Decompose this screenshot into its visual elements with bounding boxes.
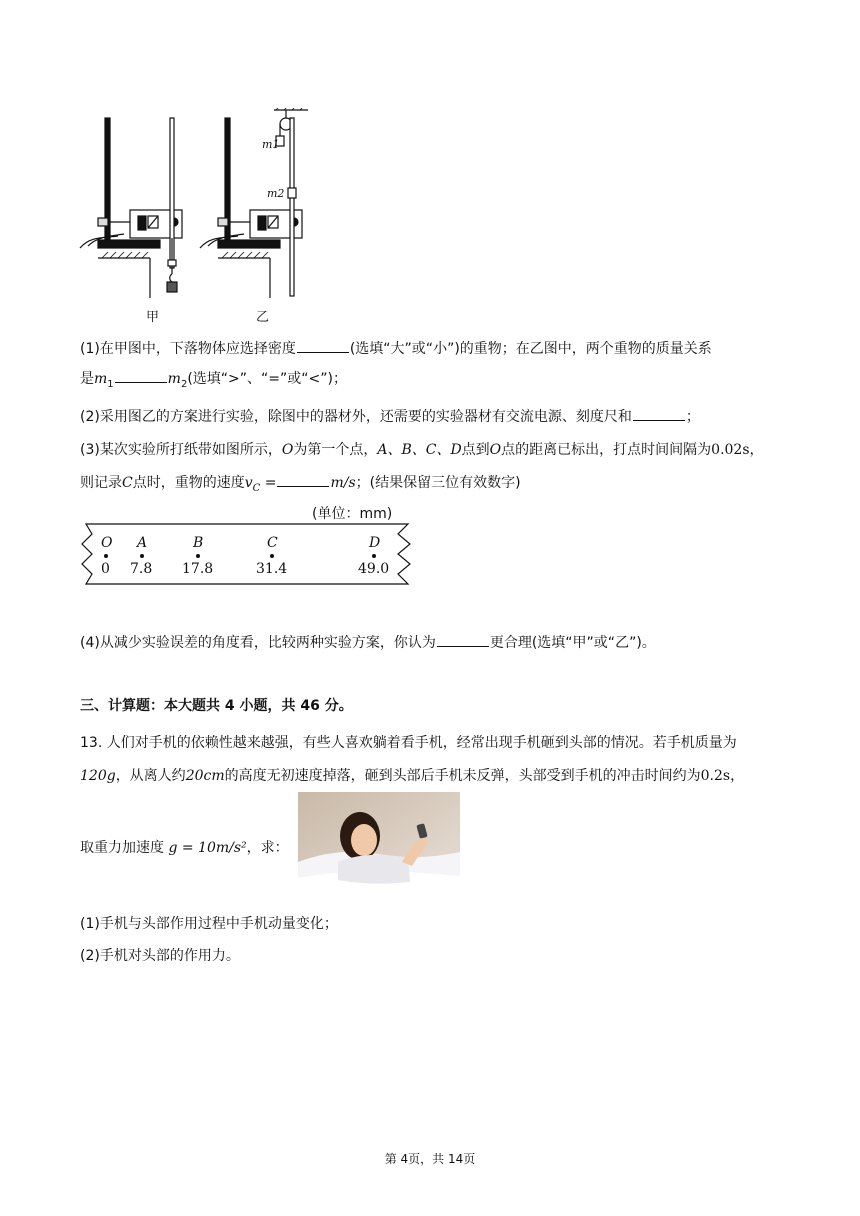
tape-label-C: C: [267, 535, 278, 551]
apparatus-jia: [80, 118, 182, 298]
woman-with-phone-photo: [298, 792, 460, 900]
tape-label-B: B: [193, 535, 204, 551]
tape-dot-A: [140, 554, 144, 558]
tape-label-D: D: [369, 535, 381, 551]
q13-line2: 120g，从离人约20cm的高度无初速度掉落，砸到头部后手机未反弹，头部受到手机的冲击时间约为0.2s，: [80, 768, 745, 784]
q12-part2: (2)采用图乙的方案进行实验，除图中的器材外，还需要的实验器材有交流电源、刻度尺和 ；: [80, 406, 700, 427]
tape-dot-B: [196, 554, 200, 558]
tape-label-A: A: [137, 535, 148, 551]
apparatus-figure: [78, 108, 338, 300]
q13-sub2: (2)手机对头部的作用力。: [80, 948, 240, 964]
tape-dot-D: [372, 554, 376, 558]
apparatus-yi: [200, 108, 308, 298]
tape-value-C: 31.4: [256, 561, 288, 577]
tape-label-O: O: [101, 535, 113, 551]
page-footer: 第 4页，共 14页: [384, 1152, 476, 1166]
q12-part1-line1: (1)在甲图中，下落物体应选择密度 (选填“大”或“小”)的重物；在乙图中，两个重物的质量关系: [80, 338, 712, 359]
m1-label: m1: [262, 138, 280, 151]
q13-line3: 取重力加速度 g = 10m/s²，求：: [80, 840, 289, 856]
tape-dot-C: [270, 554, 274, 558]
tape-value-B: 17.8: [182, 561, 214, 577]
q12-part1-line2: 是$m_1$ $m_2$(选填“>”、“=”或“<”)；: [80, 368, 347, 395]
q13-sub1: (1)手机与头部作用过程中手机动量变化；: [80, 916, 338, 932]
tape-dot-O: [104, 554, 108, 558]
tape-unit-label: (单位：mm): [312, 506, 393, 522]
q12-part3-line2: 则记录C点时，重物的速度$v_C = m/s$；(结果保留三位有效数字): [80, 472, 521, 499]
m2-label: m2: [267, 187, 285, 200]
tape-value-D: 49.0: [358, 561, 390, 577]
figure-label-jia: 甲: [146, 310, 160, 325]
q12-part3-line1: (3)某次实验所打纸带如图所示，O为第一个点，A、B、C、D点到O点的距离已标出，打点时间间隔为0.02s，: [80, 442, 764, 458]
q12-part4: (4)从减少实验误差的角度看，比较两种实验方案，你认为 更合理(选填“甲”或“乙”)。: [80, 632, 656, 653]
q13-line1: 13. 人们对手机的依赖性越来越强，有些人喜欢躺着看手机，经常出现手机砸到头部的情况。若手机质量为: [80, 735, 737, 751]
tape-value-O: 0: [101, 561, 110, 577]
tape-value-A: 7.8: [130, 561, 153, 577]
section-heading: 三、计算题：本大题共 4 小题，共 46 分。: [80, 698, 353, 714]
figure-label-yi: 乙: [256, 310, 270, 325]
